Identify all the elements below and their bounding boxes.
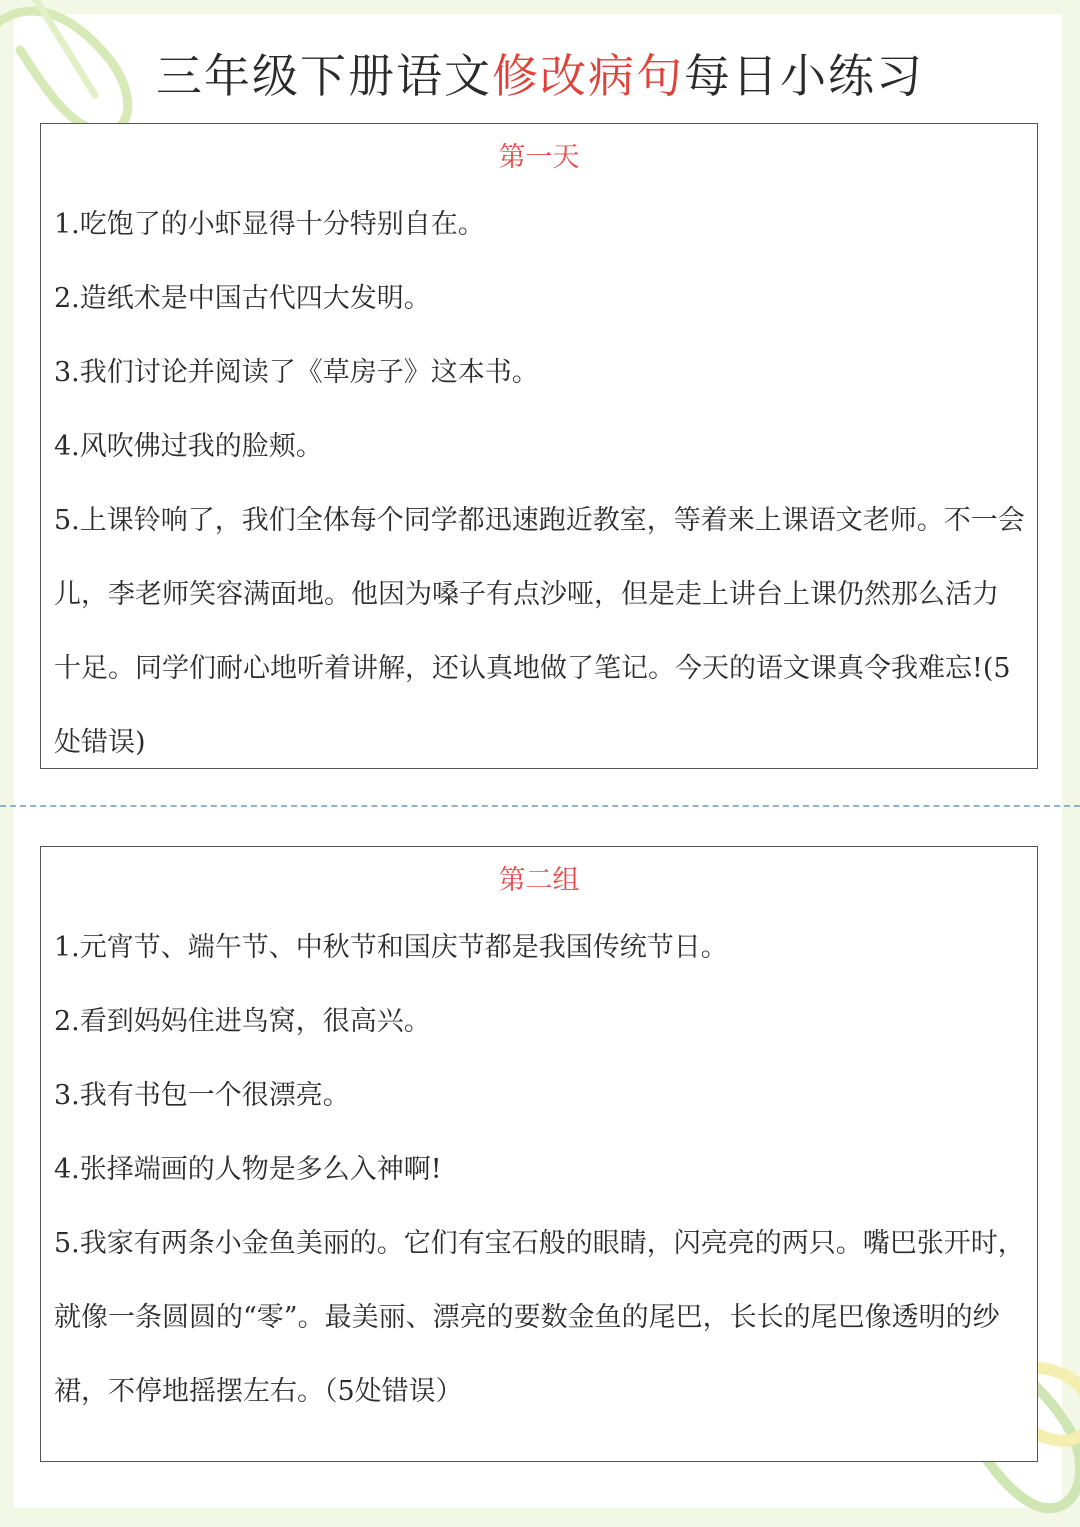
- dashed-divider: [0, 805, 1080, 807]
- exercise-item: 1.吃饱了的小虾显得十分特别自在。: [54, 209, 485, 240]
- exercise-item: 2.看到妈妈住进鸟窝，很高兴。: [54, 1006, 431, 1037]
- exercise-item: 4.风吹佛过我的脸颊。: [54, 431, 323, 462]
- exercise-item: 5.上课铃响了，我们全体每个同学都迅速跑近教室，等着来上课语文老师。不一会儿，李老师笑容满面地。他因为嗓子有点沙哑，但是走上讲台上课仍然那么活力十足。同学们耐心地听着讲解，还认真地做了笔记。今天的语文课真令我难忘!(5处错误): [54, 505, 1025, 758]
- exercise-card-group-two: [40, 846, 1038, 1462]
- exercise-item: 3.我有书包一个很漂亮。: [54, 1080, 350, 1111]
- exercise-card-day-one: [40, 123, 1038, 769]
- exercise-item: 2.造纸术是中国古代四大发明。: [54, 283, 431, 314]
- title-part2: 每日小练习: [684, 49, 924, 103]
- exercise-item: 4.张择端画的人物是多么入神啊!: [54, 1154, 442, 1185]
- section-heading: 第二组: [498, 865, 580, 896]
- title-highlight: 修改病句: [492, 49, 684, 103]
- exercise-item: 3.我们讨论并阅读了《草房子》这本书。: [54, 357, 539, 388]
- exercise-item: 1.元宵节、端午节、中秋节和国庆节都是我国传统节日。: [54, 932, 728, 963]
- section-heading: 第一天: [498, 142, 580, 173]
- page-title: [0, 40, 1080, 112]
- title-part1: 三年级下册语文: [156, 49, 492, 103]
- exercise-item: 5.我家有两条小金鱼美丽的。它们有宝石般的眼睛，闪亮亮的两只。嘴巴张开时，就像一条圆圆的“零”。最美丽、漂亮的要数金鱼的尾巴，长长的尾巴像透明的纱裙，不停地摇摆左右。（5处错误）: [54, 1228, 1025, 1407]
